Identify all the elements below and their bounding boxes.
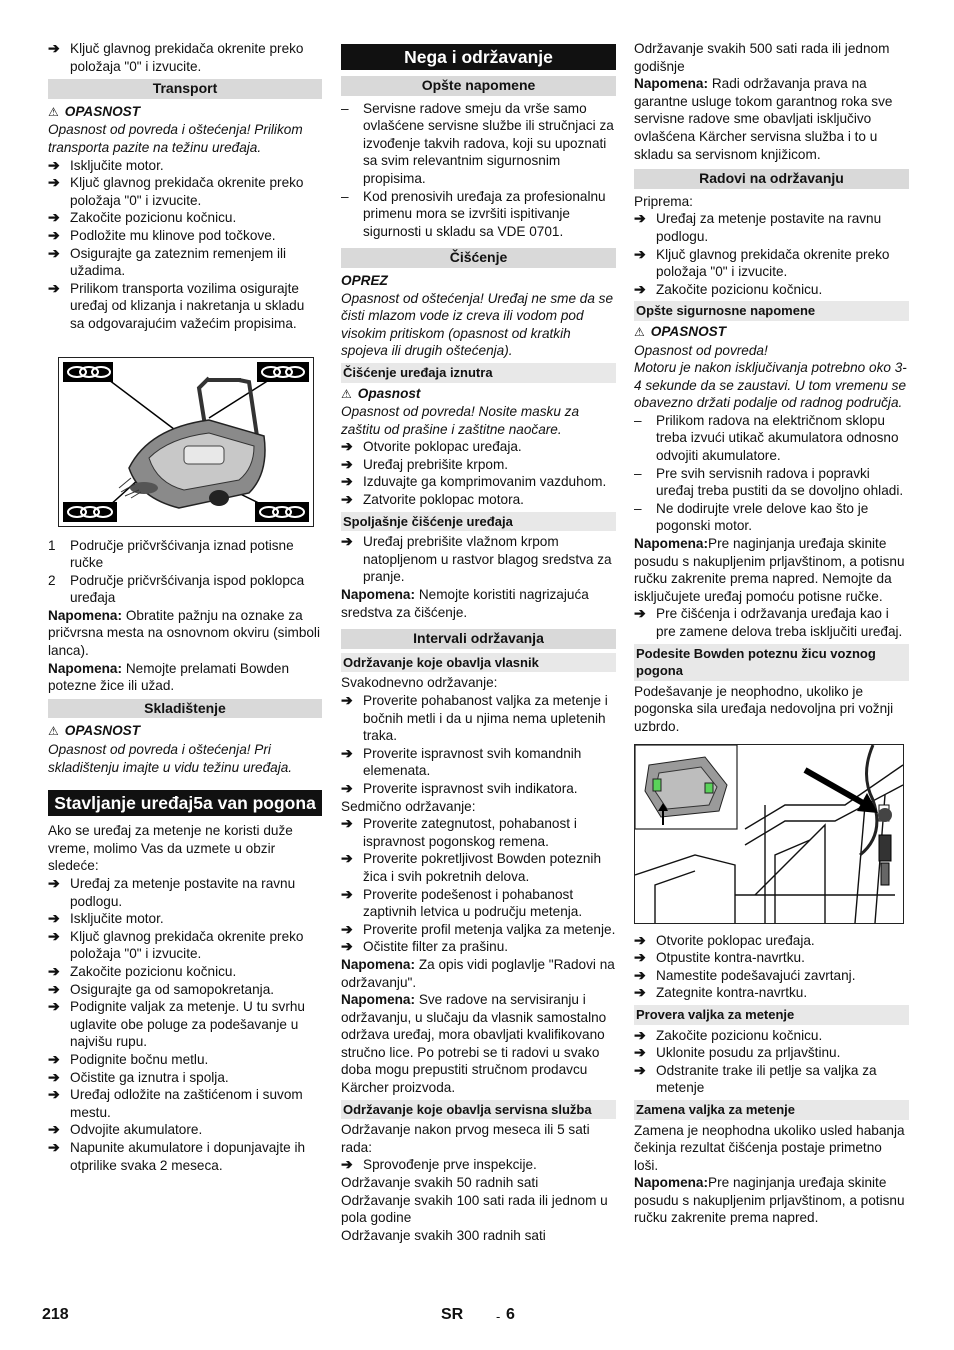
note: Napomena: Obratite pažnju na oznake za pričvrsna mesta na osnovnom okviru (simboli lanca). xyxy=(48,607,320,659)
note: Napomena: Nemojte koristiti nagrizajuća sredstva za čišćenje. xyxy=(341,587,589,620)
chain-symbol-bottom-right xyxy=(255,502,309,522)
paragraph: Ako se uređaj za metenje ne koristi duže vreme, molimo Vas da uzmete u obzir sledeće: xyxy=(48,823,293,874)
subsection-heading: Održavanje koje obavlja vlasnik xyxy=(341,653,616,673)
step: ➔ Proverite ispravnost svih indikatora. xyxy=(341,780,616,798)
paragraph: Održavanje nakon prvog meseca ili 5 sati rada: xyxy=(341,1122,590,1155)
list-item: – Ne dodirujte vrele delove kao što je pogonski motor. xyxy=(634,500,909,535)
legend-item: 1 Područje pričvršćivanja iznad potisne ručke xyxy=(48,537,294,571)
section-heading-general: Opšte napomene xyxy=(341,76,616,96)
legend-item: 2 Područje pričvršćivanja ispod poklopca uređaja xyxy=(48,572,305,606)
chain-symbol-top-left xyxy=(63,362,113,382)
section-heading-transport: Transport xyxy=(48,79,322,99)
warning-text: Opasnost od povreda i oštećenja! Prilikom transporta pazite na težinu uređaja. xyxy=(48,122,303,155)
paragraph: Podešavanje je neophodno, ukoliko je pogonska sila uređaja nedovoljna pri vožnji uzbrdo. xyxy=(634,683,894,734)
step: ➔ Prilikom transporta vozilima osigurajte uređaj od klizanja i nakretanja u skladu sa odgovarajućim važećim propisima. xyxy=(48,280,322,333)
warning-text: Opasnost od povreda! Nosite masku za zaštitu od prašine i zaštitne naočare. xyxy=(341,404,580,437)
column-2 xyxy=(341,40,616,1244)
paragraph: Svakodnevno održavanje: xyxy=(341,675,498,691)
bowden-illustration xyxy=(635,745,903,923)
paragraph: Održavanje svakih 500 sati rada ili jednom godišnje xyxy=(634,41,890,74)
step: ➔ Očistite filter za prašinu. xyxy=(341,938,616,956)
step: ➔ Isključite motor. xyxy=(48,157,322,175)
step: ➔ Očistite ga iznutra i spolja. xyxy=(48,1069,322,1087)
subsection-heading: Održavanje koje obavlja servisna služba xyxy=(341,1100,616,1120)
step: ➔ Zatvorite poklopac motora. xyxy=(341,491,616,509)
paragraph: Održavanje svakih 50 radnih sati xyxy=(341,1175,539,1191)
step: ➔ Proverite profil metenja valjka za metenje. xyxy=(341,921,616,939)
step: ➔ Uređaj za metenje postavite na ravnu podlogu. xyxy=(48,875,322,910)
page-number: 218 xyxy=(42,1306,69,1323)
note: Napomena: Sve radove na servisiranju i održavanju, u slučaju da vlasnik samostalno održava uređaj, mora obavljati kvalifikovano stručno lice. Po potrebi se ti radovi u svako doba mogu prepustiti stručnom prodavcu Kärcher proizvoda. xyxy=(341,992,607,1096)
subsection-heading: Opšte sigurnosne napomene xyxy=(634,301,909,321)
subsection-heading: Podesite Bowden poteznu žicu voznog pogona xyxy=(634,644,909,681)
column-1 xyxy=(48,40,322,1174)
step: ➔ Sprovođenje prve inspekcije. xyxy=(341,1156,616,1174)
note: Napomena:Pre naginjanja uređaja skinite posudu s nakupljenim prljavštinom, a potisnu ručku zakrenite prema napred. xyxy=(634,1175,905,1226)
warning-triangle-icon: ⚠ xyxy=(48,104,59,119)
paragraph: Održavanje svakih 100 sati rada ili jednom u pola godine xyxy=(341,1192,608,1226)
subsection-heading: Čišćenje uređaja iznutra xyxy=(341,363,616,383)
step: ➔ Uređaj za metenje postavite na ravnu podlogu. xyxy=(634,210,909,245)
warning-text: Motoru je nakon isključivanja potrebno oko 3-4 sekunde da se zaustavi. U tom vremenu se obavezno držati podalje od radnog područja. xyxy=(634,360,907,411)
warning-label: ⚠ OPASNOST xyxy=(48,723,141,739)
caution-label: OPREZ xyxy=(341,272,388,288)
step: ➔ Napunite akumulatore i dopunjavajte ih otprilike svaka 2 meseca. xyxy=(48,1139,322,1174)
paragraph: Sedmično održavanje: xyxy=(341,798,476,814)
warning-triangle-icon: ⚠ xyxy=(48,724,59,739)
paragraph: Priprema: xyxy=(634,193,693,209)
step: ➔ Pre čišćenja i održavanja uređaja kao i pre zamene delova treba isključiti uređaj. xyxy=(634,605,909,640)
section-heading-maintenance-works: Radovi na održavanju xyxy=(634,169,909,189)
note: Napomena: Radi održavanja prava na garantne usluge tokom garantnog roka sve servisne radove sme obavljati isključivo ovlašćena Kärcher servisna služba i to u skladu sa servisnom knjižicom. xyxy=(634,76,893,162)
warning-triangle-icon: ⚠ xyxy=(634,324,645,339)
sweeper-illustration xyxy=(59,358,313,526)
step: ➔ Proverite podešenost i pohabanost zaptivnih letvica u području metenja. xyxy=(341,886,616,921)
step: ➔ Osigurajte ga zateznim remenjem ili užadima. xyxy=(48,245,322,280)
step: ➔ Podignite valjak za metenje. U tu svrhu uglavite obe poluge za podešavanje u najvišu rupu. xyxy=(48,998,322,1051)
paragraph: Održavanje svakih 300 radnih sati xyxy=(341,1227,546,1243)
step: ➔ Zakočite pozicionu kočnicu. xyxy=(48,209,322,227)
section-heading-storage: Skladištenje xyxy=(48,699,322,719)
note: Napomena: Za opis vidi poglavlje "Radovi na održavanju". xyxy=(341,956,615,990)
step: ➔ Zakočite pozicionu kočnicu. xyxy=(48,963,322,981)
warning-text: Opasnost od povreda! xyxy=(634,342,768,358)
warning-label: ⚠ Opasnost xyxy=(341,385,421,401)
step: ➔ Osigurajte ga od samopokretanja. xyxy=(48,981,322,999)
language-code: SR xyxy=(441,1306,464,1323)
warning-label: ⚠ OPASNOST xyxy=(634,323,727,339)
step: ➔ Proverite pokretljivost Bowden poteznih žica i svih pokretnih delova. xyxy=(341,850,616,885)
subsection-heading: Zamena valjka za metenje xyxy=(634,1100,909,1120)
bowden-adjustment-figure xyxy=(634,744,904,924)
sub-page-number: 6 xyxy=(506,1306,515,1323)
step: ➔ Isključite motor. xyxy=(48,910,322,928)
step: ➔ Izduvajte ga komprimovanim vazduhom. xyxy=(341,473,616,491)
subsection-heading: Provera valjka za metenje xyxy=(634,1005,909,1025)
step: ➔ Uklonite posudu za prljavštinu. xyxy=(634,1044,909,1062)
chapter-heading-decommission: Stavljanje uređaj5a van pogona xyxy=(48,790,322,816)
step: ➔ Namestite podešavajući zavrtanj. xyxy=(634,967,909,985)
step: ➔ Zategnite kontra-navrtku. xyxy=(634,984,909,1002)
step: ➔ Odvojite akumulatore. xyxy=(48,1121,322,1139)
list-item: – Servisne radove smeju da vrše samo ovlašćene servisne službe ili stručnjaci za izvođenje takvih radova, koji su upoznati sa svim relevantnim sigurnosnim propisima. xyxy=(341,100,616,188)
caution-text: Opasnost od oštećenja! Uređaj ne sme da se čisti mlazom vode iz creva ili vodom pod visokim pritiskom (opasnost od kratkih spojeva ili drugih oštećenja). xyxy=(341,290,614,359)
step: ➔ Ključ glavnog prekidača okrenite preko položaja "0" i izvucite. xyxy=(634,246,909,281)
section-heading-cleaning: Čišćenje xyxy=(341,248,616,268)
warning-text: Opasnost od povreda i oštećenja! Pri skladištenju imajte u vidu težinu uređaja. xyxy=(48,742,293,775)
note: Napomena: Nemojte prelamati Bowden potezne žice ili užad. xyxy=(48,660,290,694)
step: ➔ Proverite pohabanost valjka za metenje i bočnih metli i da u njima nema upletenih traka. xyxy=(341,692,616,745)
footer-separator: - xyxy=(496,1309,501,1324)
step: ➔ Uređaj prebrišite vlažnom krpom natopljenom u rastvor blagog sredstva za pranje. xyxy=(341,533,616,586)
chain-symbol-top-right xyxy=(257,362,309,382)
section-heading-intervals: Intervali održavanja xyxy=(341,629,616,649)
step: ➔ Ključ glavnog prekidača okrenite preko položaja "0" i izvucite. xyxy=(48,174,322,209)
note: Napomena:Pre naginjanja uređaja skinite posudu s nakupljenim prljavštinom, a potisnu ručku zakrenite prema napred. Nemojte da isključujete uređaj pomoću potisne ručke. xyxy=(634,536,905,604)
step: ➔ Zakočite pozicionu kočnicu. xyxy=(634,1027,909,1045)
chapter-heading-care: Nega i održavanje xyxy=(341,44,616,70)
step: ➔ Podložite mu klinove pod točkove. xyxy=(48,227,322,245)
step: ➔ Podignite bočnu metlu. xyxy=(48,1051,322,1069)
step: ➔ Proverite ispravnost svih komandnih elemenata. xyxy=(341,745,616,780)
warning-label: ⚠ OPASNOST xyxy=(48,103,141,119)
list-item: – Kod prenosivih uređaja za profesionalnu primenu mora se izvršiti ispitivanje sigurnosti u skladu sa VDE 0701. xyxy=(341,188,616,241)
subsection-heading: Spoljašnje čišćenje uređaja xyxy=(341,512,616,532)
step: ➔ Proverite zategnutost, pohabanost i ispravnost pogonskog remena. xyxy=(341,815,616,850)
step: ➔ Odstranite trake ili petlje sa valjka za metenje xyxy=(634,1062,909,1097)
step: ➔ Ključ glavnog prekidača okrenite preko položaja "0" i izvucite. xyxy=(48,40,322,75)
step: ➔ Zakočite pozicionu kočnicu. xyxy=(634,281,909,299)
list-item: – Prilikom radova na električnom sklopu treba izvući utikač akumulatora odnosno odvojiti akumulatore. xyxy=(634,412,909,465)
sweeper-tiedown-figure xyxy=(58,357,314,527)
warning-triangle-icon: ⚠ xyxy=(341,386,352,401)
paragraph: Zamena je neophodna ukoliko usled habanja čekinja rezultat čišćenja postaje primetno loši. xyxy=(634,1122,905,1173)
step: ➔ Ključ glavnog prekidača okrenite preko položaja "0" i izvucite. xyxy=(48,928,322,963)
chain-symbol-bottom-left xyxy=(63,502,117,522)
list-item: – Pre svih servisnih radova i popravki uređaj treba pustiti da se dovoljno ohladi. xyxy=(634,465,909,500)
step: ➔ Uređaj odložite na zaštićenom i suvom mestu. xyxy=(48,1086,322,1121)
step: ➔ Otpustite kontra-navrtku. xyxy=(634,949,909,967)
column-3 xyxy=(634,40,909,1227)
step: ➔ Otvorite poklopac uređaja. xyxy=(634,932,909,950)
step: ➔ Otvorite poklopac uređaja. xyxy=(341,438,616,456)
step: ➔ Uređaj prebrišite krpom. xyxy=(341,456,616,474)
